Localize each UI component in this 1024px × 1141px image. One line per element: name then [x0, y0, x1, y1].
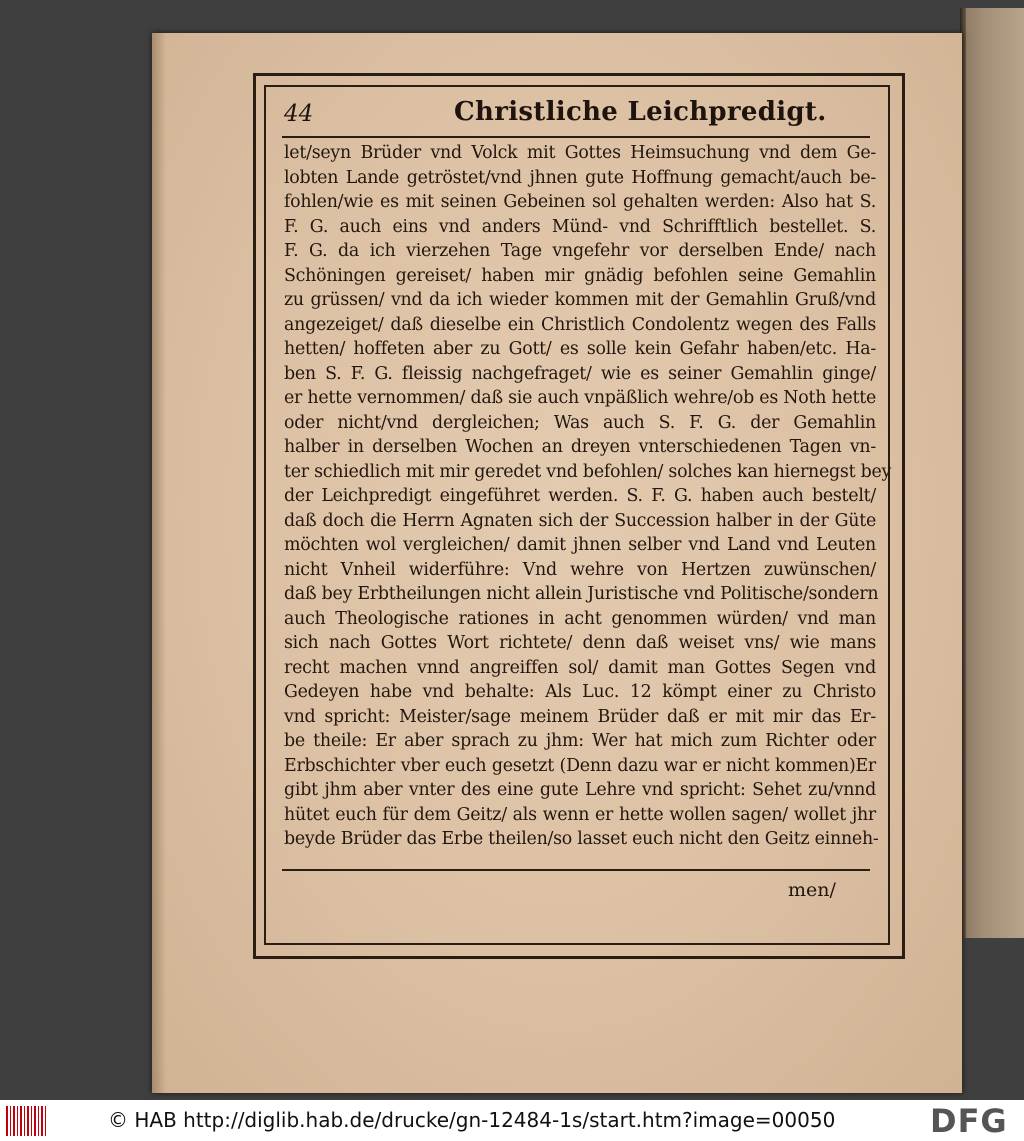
text-line: hetten/ hoffeten aber zu Gott/ es solle kein Gefahr haben/etc. Ha-	[284, 339, 876, 359]
text-line: daß doch die Herrn Agnaten sich der Succession halber in der Güte	[284, 510, 876, 531]
text-line: Schöningen gereiset/ haben mir gnädig befohlen seine Gemahlin	[284, 265, 876, 286]
text-line: ter schiedlich mit mir geredet vnd befohlen/ solches kan hiernegst bey	[284, 461, 892, 482]
text-line: der Leichpredigt eingeführet werden. S. F. G. haben auch bestelt/	[284, 486, 876, 506]
footer-bar	[0, 1100, 1024, 1141]
text-line: F. G. auch eins vnd anders Münd- vnd Schrifftlich bestellet. S.	[284, 216, 876, 237]
text-line: recht machen vnnd angreiffen sol/ damit man Gottes Segen vnd	[284, 657, 876, 678]
text-line: oder nicht/vnd dergleichen; Was auch S. F. G. der Gemahlin	[284, 412, 876, 433]
text-line: sich nach Gottes Wort richtete/ denn daß weiset vns/ wie mans	[284, 633, 876, 653]
text-line: Gedeyen habe vnd behalte: Als Luc. 12 kömpt einer zu Christo	[284, 682, 876, 702]
page-number: 44	[284, 101, 314, 127]
adjacent-page	[960, 8, 1024, 938]
text-line: ben S. F. G. fleissig nachgefraget/ wie es seiner Gemahlin ginge/	[284, 363, 876, 384]
header-rule	[282, 136, 870, 138]
body-text	[284, 141, 892, 852]
text-line: halber in derselben Wochen an dreyen vnterschiedenen Tagen vn-	[284, 437, 876, 457]
dfg-logo: DFG	[930, 1102, 1008, 1140]
text-line: F. G. da ich vierzehen Tage vngefehr vor derselben Ende/ nach	[284, 241, 876, 261]
text-line: hütet euch für dem Geitz/ als wenn er hette wollen sagen/ wollet jhr	[284, 804, 876, 825]
copyright-link[interactable]: © HAB http://diglib.hab.de/drucke/gn-12484-1s/start.htm?image=00050	[108, 1108, 836, 1132]
text-line: let/seyn Brüder vnd Volck mit Gottes Heimsuchung vnd dem Ge-	[284, 143, 876, 163]
catchword: men/	[788, 879, 836, 901]
text-line: daß bey Erbtheilungen nicht allein Juristische vnd Politische/sondern	[284, 584, 879, 604]
text-line: beyde Brüder das Erbe theilen/so lasset euch nicht den Geitz einneh-	[284, 829, 879, 849]
running-title: Christliche Leichpredigt.	[454, 97, 827, 127]
text-line: lobten Lande getröstet/vnd jhnen gute Hoffnung gemacht/auch be-	[284, 167, 876, 188]
text-line: möchten wol vergleichen/ damit jhnen selber vnd Land vnd Leuten	[284, 535, 876, 555]
text-line: zu grüssen/ vnd da ich wieder kommen mit der Gemahlin Gruß/vnd	[284, 290, 876, 310]
page-gutter-shadow	[152, 33, 166, 1093]
text-line: nicht Vnheil widerführe: Vnd wehre von Hertzen zuwünschen/	[284, 559, 876, 580]
text-line: er hette vernommen/ daß sie auch vnpäßlich wehre/ob es Noth hette	[284, 388, 876, 408]
footer-rule	[282, 869, 870, 871]
text-line: gibt jhm aber vnter des eine gute Lehre vnd spricht: Sehet zu/vnnd	[284, 780, 876, 800]
text-line: angezeiget/ daß dieselbe ein Christlich Condolentz wegen des Falls	[284, 314, 876, 335]
page-header	[284, 97, 874, 131]
text-line: vnd spricht: Meister/sage meinem Brüder daß er mit mir das Er-	[284, 706, 876, 727]
text-line: be theile: Er aber sprach zu jhm: Wer hat mich zum Richter oder	[284, 731, 876, 751]
text-line: Erbschichter vber euch gesetzt (Denn dazu war er nicht kommen)Er	[284, 755, 876, 776]
library-barcode-icon	[6, 1106, 46, 1136]
book-page	[152, 33, 962, 1093]
text-line: auch Theologische rationes in acht genommen würden/ vnd man	[284, 608, 876, 629]
text-line: fohlen/wie es mit seinen Gebeinen sol gehalten werden: Also hat S.	[284, 192, 876, 212]
